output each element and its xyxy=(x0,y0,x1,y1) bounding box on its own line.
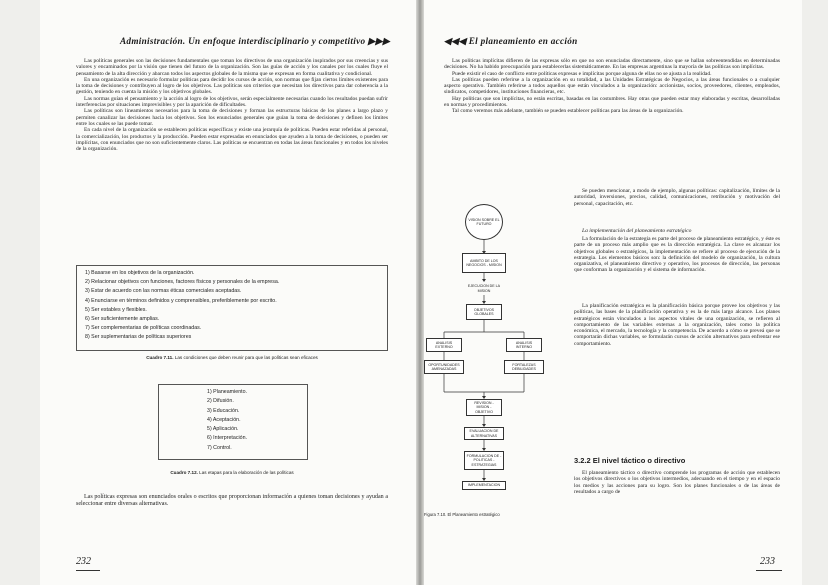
right-margin xyxy=(802,0,828,585)
opportunities-node: OPORTUNIDADES AMENAZADAS xyxy=(424,360,464,374)
list-item: 2) Difusión. xyxy=(207,398,234,405)
global-objectives-node: OBJETIVOS GLOBALES xyxy=(466,304,502,320)
internal-analysis-node: ANALISIS INTERNO xyxy=(506,338,542,352)
stages-box xyxy=(158,384,308,460)
page-number: 233 xyxy=(760,556,775,567)
list-item: 1) Planeamiento. xyxy=(207,389,248,395)
revision-node: REVISION - MISION - OBJETIVO xyxy=(466,399,502,416)
list-item: 6) Ser suficientemente amplias. xyxy=(85,316,160,323)
paragraph: Las normas guían el pensamiento y la acción al logro de los objetivos, serán especialmente necesarias cuando los resultados puedan sufrir interferencias por situaciones imprevisibles y por la aparición de dificultades. xyxy=(76,95,388,109)
list-item: 7) Ser complementarias de políticas coordinadas. xyxy=(85,325,202,332)
section-text xyxy=(574,470,780,495)
caption-label: Cuadro 7.12. xyxy=(170,470,198,475)
caption-text: Las condiciones que deben reunir para que las políticas sean eficaces xyxy=(173,355,318,360)
evaluation-node: EVALUACION DE ALTERNATIVAS xyxy=(464,427,504,440)
subheading: La implementación del planeamiento estratégico xyxy=(582,228,692,234)
left-body-text xyxy=(76,58,388,152)
paragraph: Las políticas implícitas difieren de las expresas sólo en que no son enunciadas directamente, sino que se hallan sobreentendidas en determinadas decisiones. No ha habido preocupación para establecerlas sistemáticamente. En las empresas argentinas la mayoría de las políticas son implícitas. xyxy=(444,58,780,71)
book-gutter xyxy=(416,0,424,585)
page-number-rule xyxy=(756,570,782,571)
left-margin xyxy=(0,0,40,585)
paragraph: Las políticas son lineamientos necesarios para la toma de decisiones y forman las estructuras básicas de los planes a largo plazo y permiten canalizar las decisiones hacia los objetivos. Son los enunciados generales que guían la toma de decisiones y definen los límites entre los cuales se las puede tomar. xyxy=(76,108,388,127)
list-item: 3) Estar de acuerdo con las normas éticas comerciales aceptadas. xyxy=(85,288,242,295)
paragraph: Puede existir el caso de conflicto entre políticas expresas e implícitas porque alguna de ellas no se ajusta a la realidad. xyxy=(452,70,712,77)
formulation-node: FORMULACION DE - POLITICAS - ESTRATEGIAS xyxy=(464,451,504,470)
implementation-text-2 xyxy=(574,303,780,347)
paragraph: La formulación de la estrategia es parte del proceso de planeamiento estratégico, y éste es parte de un proceso más amplio que es la dirección estratégica. La clave es alcanzar los objetivos globales o estratégicos, la implementación se refiere al proceso de ejecución de la estrategia. Los elementos básicos son: la definición del modelo de organización, la cultura organizativa, el planeamiento directivo y operativo, los procesos de dirección, las personas que conforman la organización y el sistema de información. xyxy=(574,236,780,274)
external-analysis-node: ANALISIS EXTERNO xyxy=(426,338,462,352)
side-text xyxy=(574,188,780,207)
caption-text: Las etapas para la elaboración de las políticas xyxy=(197,470,294,475)
list-item: 5) Aplicación. xyxy=(207,426,239,433)
right-running-head: ◀◀◀ El planeamiento en acción xyxy=(444,36,578,46)
figure-caption: Figura 7.10. El Planeamiento estratégico xyxy=(424,512,500,517)
paragraph: Las políticas generales son las decisiones fundamentales que toman los directivos de una organización inspirados por sus creencias y sus valores y encaminados por la visión que tienen del futuro de la organización. Son las guías de acción y los canales por los cuales fluye el pensamiento de la alta dirección y abarcan todos los aspectos globales de la misma que se expresan en forma cualitativa y condicional. xyxy=(76,58,388,77)
paragraph: Tal como veremos más adelante, también se pueden establecer políticas para las áreas de la organización. xyxy=(452,108,684,115)
list-item: 3) Educación. xyxy=(207,407,240,414)
box2-caption xyxy=(76,470,388,475)
implementation-node: IMPLEMENTACION xyxy=(462,481,506,490)
conditions-box xyxy=(76,265,388,351)
closing-text xyxy=(76,494,388,508)
box1-caption xyxy=(76,355,388,360)
paragraph: Las políticas pueden referirse a la organización en su totalidad, a las Unidades Estratégicas de Negocios, a las áreas funcionales o a cualquier aspecto operativo. También referirse a todos aquellos que están vinculados a la organización: accionistas, socios, proveedores, clientes, empleados, sindicatos, competidores, instituciones financieras, etc. xyxy=(444,76,780,96)
strengths-node: FORTALEZAS DEBILIDADES xyxy=(504,360,544,374)
list-item: 2) Relacionar objetivos con funciones, factores físicos y personales de la empresa. xyxy=(85,279,280,286)
paragraph: En cada nivel de la organización se establecen políticas específicas y existe una jerarquía de políticas. Pueden estar referidas al personal, la comercialización, los productos y la producción. Pueden estar expresadas en enunciados que ayuden a la toma de decisiones, o pueden ser implícitas, con enunciados que no son suficientemente claros. Las políticas se encuentran en todas las áreas funcionales y en todos los niveles de la organización. xyxy=(76,127,388,153)
paragraph: La planificación estratégica es la planificación básica porque provee los objetivos y las políticas, las bases de la planificación operativa y es la de más largo alcance. Los planes estratégicos están vinculados a los aspectos vitales de una organización, se refieren al comportamiento de las variables externas a la organización, tales como la política económica, el mercado, la tecnología y la competencia. De acuerdo a cómo se preveá que se comportarán dichas variables, se formularán cursos de acción alternativos para enfrentar ese comportamiento. xyxy=(574,303,780,347)
paragraph: Hay políticas que son implícitas, no están escritas, basadas en las costumbres. Hay otras que pueden estar muy elaboradas y escritas, desarrolladas en normas y procedimientos. xyxy=(444,95,780,109)
mission-scope-node: AMBITO DE LOS NEGOCIOS - MISION xyxy=(462,253,506,273)
page-number-rule xyxy=(76,570,100,571)
paragraph: Se pueden mencionar, a modo de ejemplo, algunas políticas: capitalización, límites de la autoridad, inversiones, precios, calidad, comunicaciones, retribución y motivación del personal, capacitación, etc. xyxy=(574,188,780,207)
page-number: 232 xyxy=(76,556,91,567)
list-item: 7) Control. xyxy=(207,444,232,451)
caption-label: Cuadro 7.11. xyxy=(146,355,174,360)
list-item: 4) Aceptación. xyxy=(207,416,241,423)
right-page xyxy=(424,0,802,585)
list-item: 6) Interpretación. xyxy=(207,435,248,442)
implementation-text-1 xyxy=(574,236,780,274)
paragraph: El planeamiento táctico o directivo comprende los programas de acción que establecen los objetivos directivos o los objetivos intermedios, adecuando en el tiempo y en el espacio los medios y las acciones para su logro. Son los planes funcionales o de las áreas de resultados a cargo de xyxy=(574,470,780,495)
list-item: 5) Ser estables y flexibles. xyxy=(85,306,147,313)
left-page xyxy=(40,0,416,585)
paragraph: En una organización es necesario formular políticas para decidir los cursos de acción, son normas que fijan ciertos límites existentes para la toma de decisiones y contribuyen al logro de los objetivos. Las políticas son criterios que necesitan los directivos para dar coherencia a la gestión, teniendo en cuenta la misión y los objetivos globales. xyxy=(76,76,388,96)
paragraph: Las políticas expresas son enunciados orales o escritos que proporcionan información a quienes toman decisiones y ayudan a seleccionar entre diversas alternativas. xyxy=(76,494,388,508)
section-heading: 3.2.2 El nivel táctico o directivo xyxy=(574,456,686,465)
vision-node: VISION SOBRE EL FUTURO xyxy=(465,204,503,240)
list-item: 4) Enunciarse en términos definidos y comprensibles, preferiblemente por escrito. xyxy=(85,297,277,304)
left-running-head: Administración. Un enfoque interdisciplinario y competitivo ▶▶▶ xyxy=(120,36,391,46)
list-item: 8) Ser suplementarias de políticas superiores xyxy=(85,334,192,341)
list-item: 1) Basarse en los objetivos de la organización. xyxy=(85,270,195,276)
mission-execution-node: EJECUCION DE LA MISION xyxy=(467,284,501,293)
